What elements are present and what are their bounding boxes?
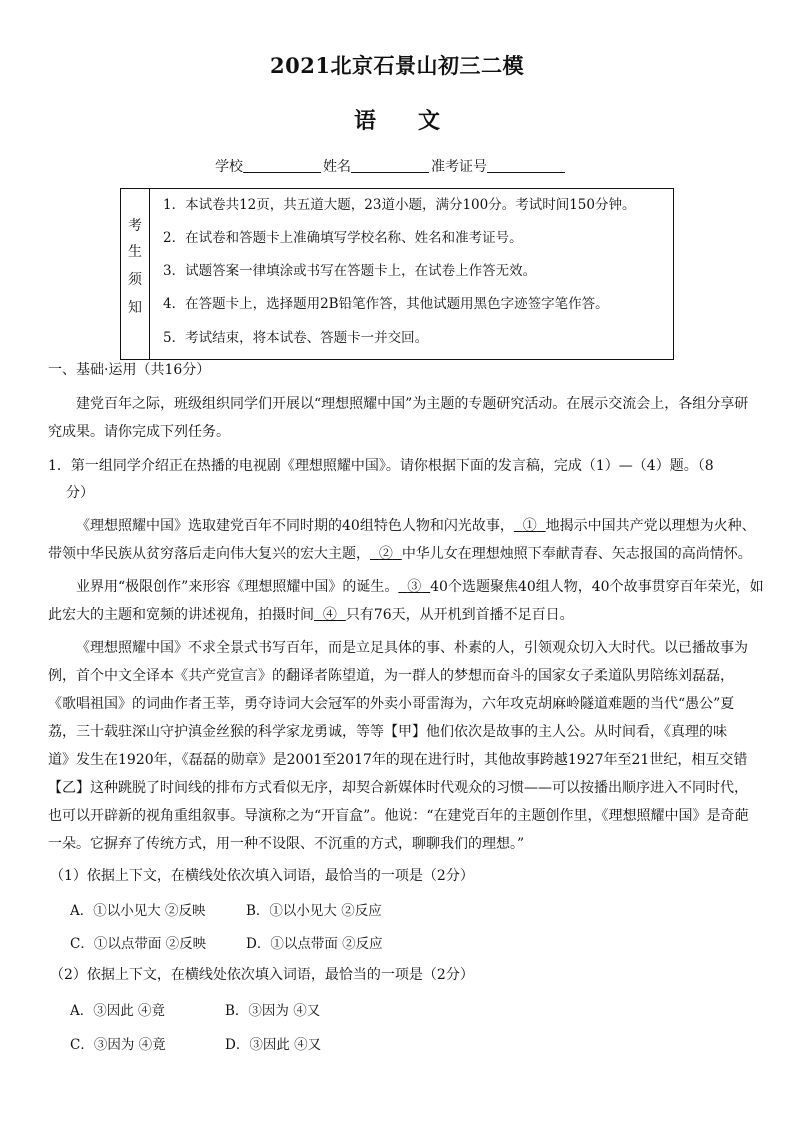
text-run: 中华儿女在理想烛照下奉献青春、矢志报国的高尚情怀。 [401,546,752,562]
subject-title [0,104,794,135]
blank-3 [398,579,430,595]
subject-char-2: 文 [418,108,441,134]
question-1-line-1: 1．第一组同学介绍正在热播的电视剧《理想照耀中国》。请你根据下面的发言稿，完成（1）—（4）题。（8 [48,458,714,474]
passage-p3-line: 例，首个中文全译本《共产党宣言》的翻译者陈望道，为一群人的梦想而奋斗的国家女子柔道队男陪练刘磊磊， [48,668,734,684]
id-label: 准考证号 [431,159,487,175]
text-run: 业界用“极限创作”来形容《理想照耀中国》的诞生。 [76,579,399,595]
passage-p3-line: 也可以开辟新的视角重组叙事。导演称之为“开盲盒”。他说：“在建党百年的主题创作里，《理想照耀中国》是奇葩 [48,808,749,824]
option-b: B．③因为 ④又 [225,1003,321,1019]
notice-item: 1．本试卷共12页，共五道大题，23道小题，满分100分。考试时间150分钟。 [163,197,636,213]
notice-item: 2．在试卷和答题卡上准确填写学校名称、姓名和准考证号。 [163,230,523,246]
blank-1 [514,518,546,534]
candidate-notice-box [120,188,674,360]
passage-p2-line-2 [48,600,574,631]
text-run: 带领中华民族从贫穷落后走向伟大复兴的宏大主题， [48,546,370,562]
side-char: 考 [128,218,142,234]
text-run: 此宏大的主题和宽频的讲述视角，拍摄时间 [48,607,314,623]
passage-p1-line-2 [48,539,752,570]
option-d: D．③因此 ④又 [225,1037,322,1053]
option-d: D．①以点带面 ②反应 [246,936,383,952]
passage-p3-line: 《理想照耀中国》不求全景式书写百年，而是立足具体的事、朴素的人，引领观众切入大时代。以已播故事为 [76,640,748,656]
school-blank [243,158,321,173]
text-run: 40个选题聚焦40组人物，40个故事贯穿百年荣光，如 [430,579,764,595]
passage-p2-line-1 [76,572,764,603]
option-a: A．①以小见大 ②反映 [70,903,206,919]
text-run: 《理想照耀中国》选取建党百年不同时期的40组特色人物和闪光故事， [76,518,514,534]
side-char: 生 [128,244,142,260]
school-label: 学校 [215,159,243,175]
side-char: 知 [128,300,142,316]
student-info-line [215,156,567,176]
passage-p3-line: 一朵。它摒弃了传统方式，用一种不设限、不沉重的方式，聊聊我们的理想。” [48,836,525,852]
option-a: A．③因此 ④竟 [70,1003,166,1019]
option-b: B．①以小见大 ②反应 [246,903,382,919]
option-c: C．①以点带面 ②反映 [70,936,207,952]
option-c: C．③因为 ④竟 [70,1037,166,1053]
notice-side-label [121,189,150,359]
side-char: 须 [128,272,142,288]
exam-title: 2021北京石景山初三二模 [270,53,524,78]
id-blank [487,158,565,173]
blank-1-number: ① [522,518,537,534]
name-label: 姓名 [323,159,351,175]
question-1-line-2: 分） [66,485,94,501]
sub-question-2: （2）依据上下文，在横线处依次填入词语，最恰当的一项是（2分） [50,967,474,983]
subject-char-1: 语 [353,108,376,134]
blank-4-number: ④ [322,607,337,623]
intro-line-1: 建党百年之际，班级组织同学们开展以“理想照耀中国”为主题的专题研究活动。在展示交流会上，各组分享研 [76,396,749,412]
blank-2 [370,546,402,562]
text-run: 地揭示中国共产党以理想为火种、 [545,518,756,534]
passage-p3-line: 荔，三十载驻深山守护滇金丝猴的科学家龙勇诚，等等【甲】他们依次是故事的主人公。从时间看，《真理的味 [48,724,727,740]
notice-item: 4．在答题卡上，选择题用2B铅笔作答，其他试题用黑色字迹签字笔作答。 [163,296,609,312]
notice-item: 3．试题答案一律填涂或书写在答题卡上，在试卷上作答无效。 [163,263,537,279]
name-blank [351,158,429,173]
text-run: 只有76天，从开机到首播不足百日。 [345,607,574,623]
notice-item: 5．考试结束，将本试卷、答题卡一并交回。 [163,330,429,346]
blank-4 [314,607,346,623]
section-heading: 一、基础·运用（共16分） [48,362,211,378]
intro-line-2: 究成果。请你完成下列任务。 [48,424,230,440]
passage-p3-line: 《歌唱祖国》的词曲作者王莘，勇夺诗词大会冠军的外卖小哥雷海为，六年攻克胡麻岭隧道难题的当代“愚公”夏 [48,696,735,712]
blank-2-number: ② [378,546,393,562]
sub-question-1: （1）依据上下文，在横线处依次填入词语，最恰当的一项是（2分） [50,868,474,884]
passage-p3-line: 【乙】这种跳脱了时间线的排布方式看似无序，却契合新媒体时代观众的习惯——可以按播出顺序进入不同时代， [48,780,748,796]
blank-3-number: ③ [407,579,422,595]
passage-p1-line-1 [76,511,756,542]
passage-p3-line: 道》发生在1920年，《磊磊的勋章》是2001至2017年的现在进行时，其他故事跨越1927年至21世纪，相互交错 [48,752,748,768]
